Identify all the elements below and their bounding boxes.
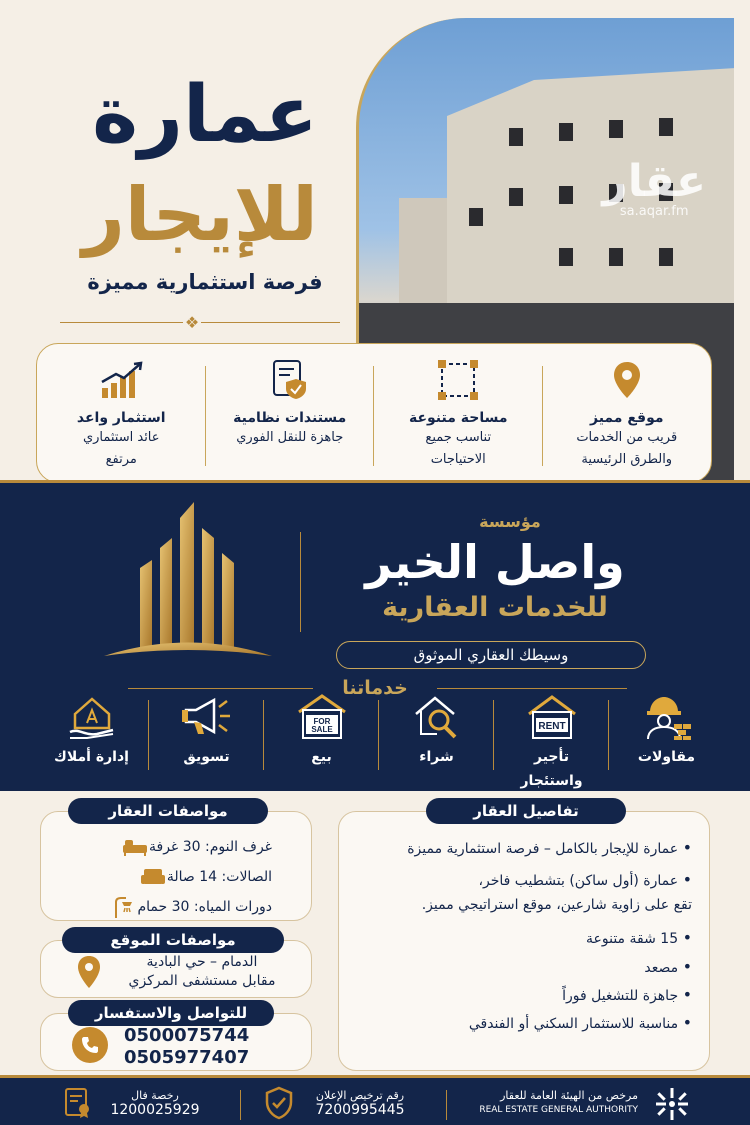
- feature-documents: [206, 344, 375, 482]
- contact-title: للتواصل والاستفسار: [68, 1000, 274, 1026]
- divider: [437, 688, 627, 689]
- feature-desc: والطرق الرئيسية: [581, 452, 673, 467]
- feature-desc: جاهزة للنقل الفوري: [236, 430, 344, 445]
- feature-title: استثمار واعد: [76, 410, 166, 426]
- spec-bedrooms: [111, 835, 272, 859]
- feature-title: مستندات نظامية: [233, 410, 347, 426]
- megaphone-icon: [149, 692, 264, 742]
- spec-halls: [129, 865, 272, 889]
- ad-license-number: 7200995445: [315, 1102, 405, 1118]
- document-shield-icon: [206, 358, 375, 402]
- service-property-management: [34, 692, 149, 788]
- service-sell: [264, 692, 379, 788]
- company-logo-icon: [100, 498, 276, 660]
- feature-area: [374, 344, 543, 482]
- service-label: شراء: [419, 749, 454, 765]
- subtitle: فرصة استثمارية مميزة: [87, 270, 323, 294]
- location-title: مواصفات الموقع: [62, 927, 284, 953]
- detail-item: • مصعد: [644, 957, 692, 976]
- fal-label: رخصة فال: [131, 1089, 179, 1102]
- details-title: تفاصيل العقار: [426, 798, 626, 824]
- property-specs-title: مواصفات العقار: [68, 798, 268, 824]
- service-label: بيع: [311, 749, 332, 765]
- diamond-ornament-icon: ❖: [184, 313, 200, 332]
- feature-desc: مرتفع: [105, 452, 137, 467]
- service-label: تسويق: [183, 749, 230, 765]
- company-tagline: وسيطك العقاري الموثوق: [336, 641, 646, 669]
- service-label: واستئجار: [520, 773, 583, 789]
- bed-icon: [121, 835, 149, 859]
- company-subtitle: للخدمات العقارية: [382, 592, 608, 623]
- license-certificate-icon: [64, 1087, 92, 1123]
- services-title: خدماتنا: [342, 677, 408, 699]
- location-pin-icon: [76, 955, 102, 993]
- detail-item: • عمارة للإيجار بالكامل – فرصة استثمارية مميزة: [407, 838, 692, 857]
- feature-desc: الاحتياجات: [430, 452, 486, 467]
- service-contracting: [609, 692, 724, 788]
- location-address: [108, 953, 296, 991]
- divider: [446, 1090, 447, 1120]
- phone-number[interactable]: 0500075744: [124, 1025, 250, 1046]
- detail-item: • 15 شقة متنوعة: [586, 928, 692, 947]
- sofa-icon: [139, 865, 167, 889]
- location-pin-icon: [543, 358, 712, 402]
- phone-number[interactable]: 0505977407: [124, 1047, 250, 1068]
- feature-title: موقع مميز: [589, 410, 664, 426]
- for-sale-text: FOR: [313, 717, 330, 726]
- service-label: تأجير: [533, 749, 570, 765]
- location-line: مقابل مستشفى المركزي: [128, 973, 276, 989]
- authority-en: REAL ESTATE GENERAL AUTHORITY: [479, 1105, 638, 1115]
- search-house-icon: [379, 692, 494, 742]
- area-frame-icon: [374, 358, 543, 402]
- feature-desc: قريب من الخدمات: [576, 430, 678, 445]
- shield-check-icon: [265, 1086, 293, 1124]
- rent-sign-text: RENT: [537, 721, 566, 732]
- divider: [240, 1090, 241, 1120]
- authority-logo-icon: [650, 1086, 694, 1125]
- detail-item: • جاهزة للتشغيل فوراً: [562, 985, 692, 1004]
- service-marketing: [149, 692, 264, 788]
- phone-numbers: [124, 1025, 249, 1069]
- detail-item: • مناسبة للاستثمار السكني أو الفندقي: [468, 1013, 692, 1032]
- services-list: [34, 692, 724, 788]
- service-label: مقاولات: [637, 749, 696, 765]
- feature-desc: تناسب جميع: [425, 430, 492, 445]
- detail-item-continued: تقع على زاوية شارعين، موقع استراتيجي مميز.: [421, 897, 692, 913]
- title-line-2: للإيجار: [82, 172, 318, 258]
- title-line-1: عمارة: [92, 70, 318, 160]
- location-line: الدمام – حي البادية: [146, 954, 258, 970]
- feature-desc: عائد استثماري: [82, 430, 160, 445]
- spec-bathrooms: [100, 895, 273, 919]
- divider: [300, 532, 301, 632]
- rent-sign-icon: [494, 692, 609, 742]
- watermark-url: sa.aqar.fm: [619, 204, 689, 219]
- ad-license: [300, 1088, 420, 1118]
- growth-chart-icon: [37, 358, 206, 402]
- authority-ar: مرخص من الهيئة العامة للعقار: [500, 1089, 638, 1102]
- service-buy: [379, 692, 494, 788]
- spec-text: الصالات: 14 صالة: [166, 869, 272, 885]
- shower-icon: [110, 895, 138, 919]
- phone-icon: [72, 1027, 108, 1063]
- divider: [128, 688, 313, 689]
- feature-title: مساحة متنوعة: [408, 410, 508, 426]
- for-sale-text: SALE: [310, 725, 333, 734]
- footer: [0, 1075, 750, 1125]
- company-name: واصل الخير: [365, 535, 625, 589]
- spec-text: غرف النوم: 30 غرفة: [149, 839, 272, 855]
- detail-item: • عمارة (أول ساكن) بتشطيب فاخر،: [478, 870, 692, 889]
- fal-license: [100, 1088, 210, 1118]
- feature-investment: [37, 344, 206, 482]
- company-label: مؤسسة: [479, 512, 541, 531]
- spec-text: دورات المياه: 30 حمام: [137, 899, 272, 915]
- authority-text: [458, 1088, 638, 1118]
- worker-icon: [609, 692, 724, 742]
- feature-location: [543, 344, 712, 482]
- watermark: [602, 156, 706, 219]
- ad-license-label: رقم ترخيص الإعلان: [315, 1089, 405, 1102]
- features-box: [36, 343, 712, 483]
- for-sale-sign-icon: [264, 692, 379, 742]
- service-label: إدارة أملاك: [54, 749, 129, 765]
- fal-number: 1200025929: [110, 1102, 200, 1118]
- watermark-brand: عقار: [602, 156, 706, 207]
- service-rent: [494, 692, 609, 788]
- property-management-icon: [34, 692, 149, 742]
